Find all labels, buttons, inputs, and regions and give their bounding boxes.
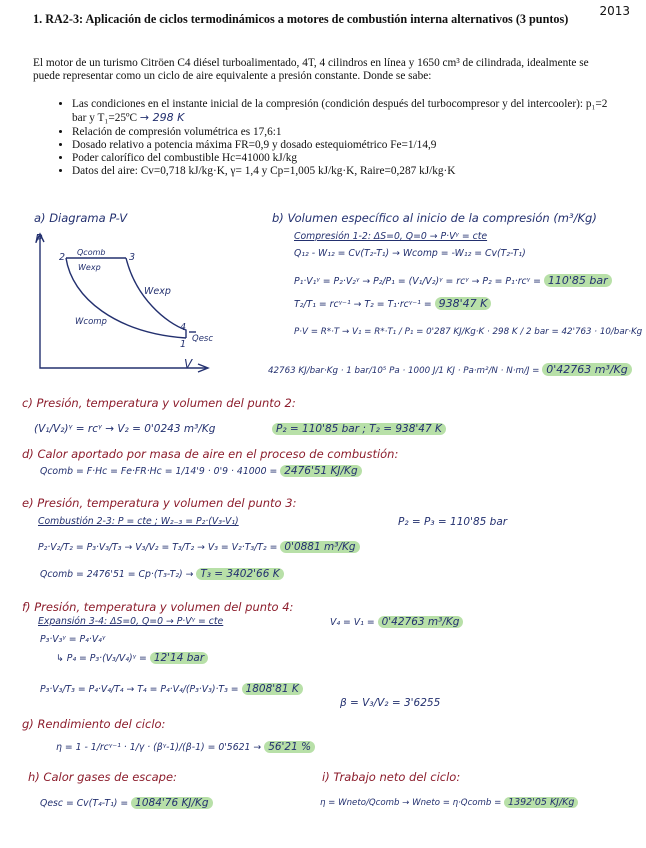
wneto-result: 1392'05 KJ/Kg (504, 797, 578, 808)
p4-result: 12'14 bar (150, 652, 208, 664)
point-1-label: 1 (180, 339, 187, 350)
bullet-text: Las condiciones en el instante inicial de la compresión (condición después del turbocompresor y del intercooler): p₁=2 bar y T₁=25ºC (72, 98, 608, 125)
section-d-heading: d) Calor aportado por masa de aire en el proceso de combustión: (22, 447, 399, 461)
point-3-label: 3 (129, 252, 136, 263)
i-line-text: η = Wneto/Qcomb → Wneto = η·Qcomb = (320, 798, 502, 808)
h-line (40, 797, 213, 809)
section-g-heading: g) Rendimiento del ciclo: (22, 717, 166, 731)
bullet-compression-ratio: • Relación de compresión volumétrica es 17,6:1 (72, 126, 612, 139)
v1-result: 0'42763 m³/Kg (542, 363, 632, 376)
qesc-label: Qesc (192, 334, 214, 344)
e-line-2 (38, 541, 360, 553)
wexp-small-label: Wexp (78, 263, 101, 272)
g-line-text: η = 1 - 1/rcᵞ⁻¹ · 1/γ · (βᵞ-1)/(β-1) = 0'5621 → (56, 742, 262, 753)
beta-line: β = V₃/V₂ = 3'6255 (340, 697, 441, 709)
b-line-2: Q₁₂ - W₁₂ = Cv(T₂-T₁) → Wcomp = -W₁₂ = Cv(T₂-T₁) (294, 248, 526, 259)
qesc-result: 1084'76 KJ/Kg (131, 797, 212, 809)
t4-result: 1808'81 K (242, 683, 303, 695)
section-h-heading: h) Calor gases de escape: (28, 770, 177, 784)
axis-v-label: V (184, 357, 193, 371)
bullet-fuel-ratio: • Dosado relativo a potencia máxima FR=0,9 y dosado estequiométrico Fe=1/14,9 (72, 139, 612, 152)
wexp-label: Wexp (144, 286, 171, 297)
b-line-6-text: 42763 KJ/bar·Kg · 1 bar/10⁵ Pa · 1000 J/1 KJ · Pa·m²/N · N·m/J = (268, 366, 540, 376)
bullet-note: → 298 K (139, 111, 185, 125)
g-line (56, 741, 315, 753)
b-line-4 (294, 297, 491, 310)
qcomb-label: Qcomb (77, 248, 106, 257)
bullet-heating-value: • Poder calorífico del combustible Hc=41000 kJ/kg (72, 152, 612, 165)
c-result (272, 423, 446, 435)
problem-title: 1. RA2-3: Aplicación de ciclos termodinámicos a motores de combustión interna alternativos (3 puntos) (33, 12, 569, 26)
t2-result: 938'47 K (435, 297, 492, 310)
d-line-text: Qcomb = F·Hc = Fe·FR·Hc = 1/14'9 · 0'9 · 41000 = (40, 466, 278, 477)
section-a-heading: a) Diagrama P-V (34, 211, 128, 225)
b-line-1: Compresión 1-2: ΔS=0, Q=0 → P·Vᵞ = cte (294, 231, 488, 242)
efficiency-result: 56'21 % (264, 741, 315, 753)
year-note: 2013 (599, 4, 630, 18)
f-line-3-text: ↳ P₄ = P₃·(V₃/V₄)ᵞ = (56, 653, 147, 664)
qcomb-result: 2476'51 KJ/Kg (280, 465, 361, 477)
pv-diagram (26, 228, 226, 378)
b-line-3 (294, 274, 612, 287)
problem-intro: El motor de un turismo Citröen C4 diésel turboalimentado, 4T, 4 cilindros en línea y 1650 cm³ de cilindrada, idealmente se puede representar como un ciclo de aire equivalente a presión constante. Donde se sabe: (33, 57, 589, 83)
i-line (320, 797, 578, 808)
b-line-3-text: P₁·V₁ᵞ = P₂·V₂ᵞ → P₂/P₁ = (V₁/V₂)ᵞ = rcᵞ → P₂ = P₁·rcᵞ = (294, 276, 541, 287)
section-e-heading: e) Presión, temperatura y volumen del punto 3: (22, 496, 297, 510)
point-2-label: 2 (59, 252, 66, 263)
v4-result: 0'42763 m³/Kg (378, 616, 464, 628)
e-line-3-text: Qcomb = 2476'51 = Cp·(T₃-T₂) → (40, 569, 194, 580)
h-line-text: Qesc = Cv(T₄-T₁) = (40, 798, 129, 809)
section-i-heading: i) Trabajo neto del ciclo: (322, 770, 461, 784)
f-right-label: V₄ = V₁ = (330, 617, 375, 628)
f-right (330, 616, 463, 628)
bullet-initial-conditions (72, 98, 612, 126)
c-result-text: P₂ = 110'85 bar ; T₂ = 938'47 K (272, 423, 446, 435)
section-c-heading: c) Presión, temperatura y volumen del punto 2: (22, 396, 296, 410)
given-data-list (58, 98, 612, 179)
p2-result: 110'85 bar (544, 274, 612, 287)
b-line-6 (268, 363, 632, 376)
b-line-4-text: T₂/T₁ = rcᵞ⁻¹ → T₂ = T₁·rcᵞ⁻¹ = (294, 299, 432, 310)
bullet-air-data: • Datos del aire: Cv=0,718 kJ/kg·K, γ= 1,4 y Cp=1,005 kJ/kg·K, Raire=0,287 kJ/kg·K (72, 165, 612, 178)
point-4-label: 4 (180, 322, 187, 333)
f-line-1: Expansión 3-4: ΔS=0, Q=0 → P·Vᵞ = cte (38, 616, 224, 627)
t3-result: T₃ = 3402'66 K (196, 568, 283, 580)
section-b-heading: b) Volumen específico al inicio de la compresión (m³/Kg) (272, 211, 597, 225)
f-line-4 (40, 683, 303, 695)
e-line-2-text: P₂·V₂/T₂ = P₃·V₃/T₃ → V₃/V₂ = T₃/T₂ → V₃ = V₂·T₃/T₂ = (38, 542, 278, 553)
axis-p-label: P (35, 232, 43, 246)
b-line-5: P·V = R*·T → V₁ = R*·T₁ / P₁ = 0'287 KJ/Kg·K · 298 K / 2 bar = 42'763 · 10/bar·Kg (294, 327, 643, 337)
v3-result: 0'0881 m³/Kg (280, 541, 359, 553)
e-line-1: Combustión 2-3: P = cte ; W₂₋₃ = P₂·(V₃-V₁) (38, 516, 239, 527)
wcomp-label: Wcomp (75, 317, 107, 327)
section-f-heading: f) Presión, temperatura y volumen del punto 4: (22, 600, 294, 614)
f-line-2: P₃·V₃ᵞ = P₄·V₄ᵞ (40, 634, 106, 645)
e-line-3 (40, 568, 284, 580)
d-line (40, 465, 362, 477)
f-line-4-text: P₃·V₃/T₃ = P₄·V₄/T₄ → T₄ = P₄·V₄/(P₃·V₃)·T₃ = (40, 684, 239, 695)
f-line-3 (56, 652, 208, 664)
c-line: (V₁/V₂)ᵞ = rcᵞ → V₂ = 0'0243 m³/Kg (34, 423, 216, 435)
e-right: P₂ = P₃ = 110'85 bar (398, 516, 508, 528)
